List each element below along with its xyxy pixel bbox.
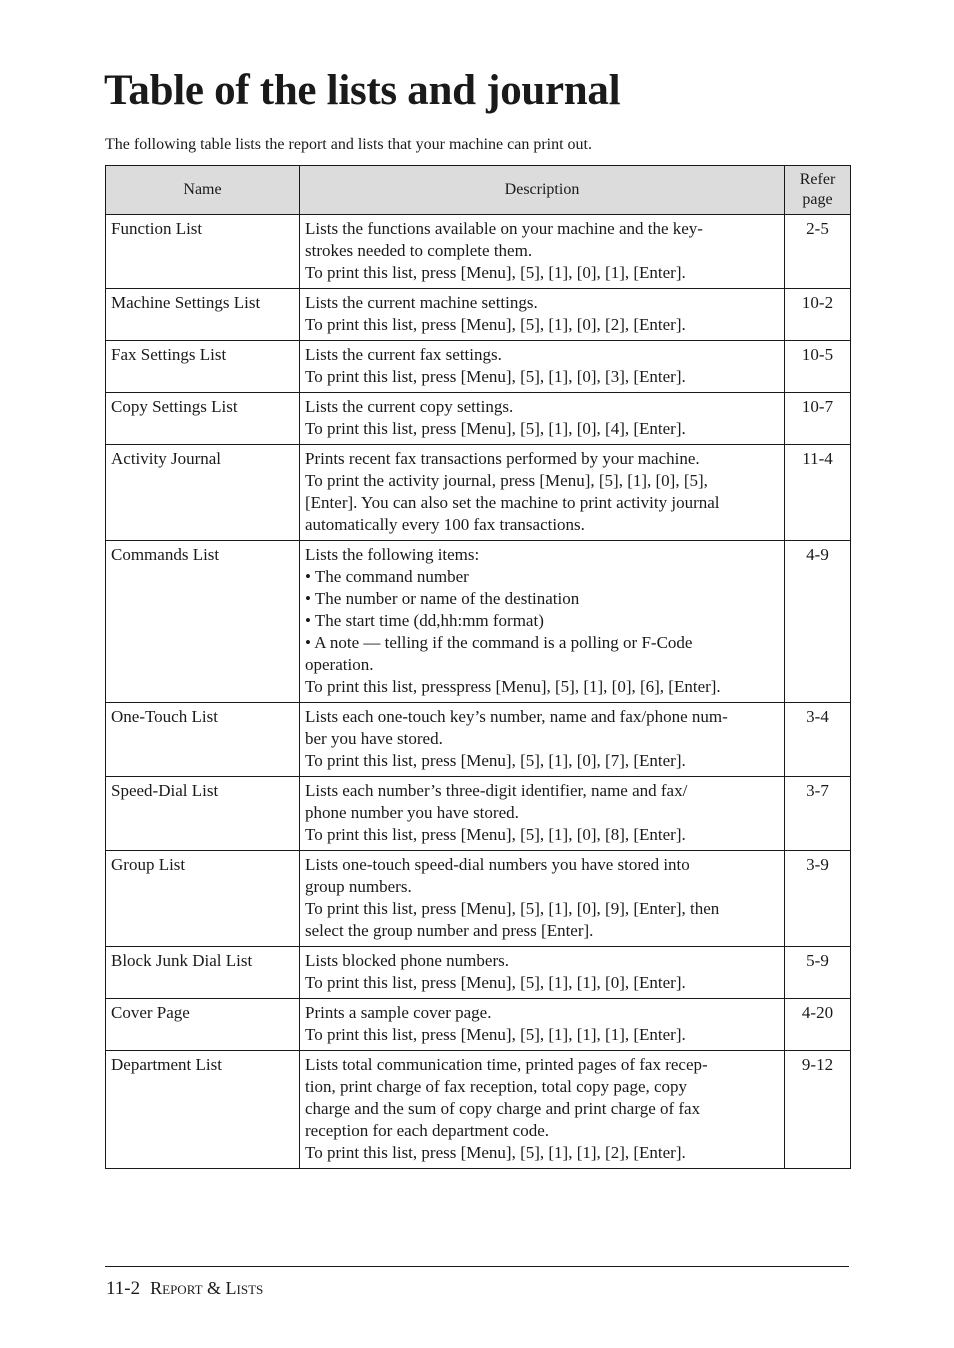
list-name-cell: One-Touch List bbox=[106, 703, 300, 777]
list-description-cell bbox=[300, 289, 785, 341]
page-footer bbox=[106, 1278, 263, 1300]
page-title: Table of the lists and journal bbox=[104, 67, 621, 114]
description-line: To print this list, press [Menu], [5], [1], [0], [2], [Enter]. bbox=[305, 315, 686, 334]
description-line: Lists total communication time, printed pages of fax recep- bbox=[305, 1055, 708, 1074]
table-row bbox=[106, 541, 851, 703]
description-line: operation. bbox=[305, 655, 374, 674]
refer-page-cell: 10-7 bbox=[785, 393, 851, 445]
refer-page-cell: 10-2 bbox=[785, 289, 851, 341]
table-row bbox=[106, 393, 851, 445]
description-line: Lists the current machine settings. bbox=[305, 293, 538, 312]
table-row bbox=[106, 999, 851, 1051]
table-row bbox=[106, 289, 851, 341]
list-description-cell bbox=[300, 999, 785, 1051]
table-row bbox=[106, 703, 851, 777]
list-name-cell: Department List bbox=[106, 1051, 300, 1169]
description-line: To print this list, press [Menu], [5], [1], [1], [0], [Enter]. bbox=[305, 973, 686, 992]
description-line: charge and the sum of copy charge and print charge of fax bbox=[305, 1099, 701, 1118]
header-name: Name bbox=[106, 166, 300, 215]
table-row bbox=[106, 341, 851, 393]
table-row bbox=[106, 777, 851, 851]
table-header-row bbox=[106, 166, 851, 215]
list-name-cell: Fax Settings List bbox=[106, 341, 300, 393]
description-line: • The start time (dd,hh:mm format) bbox=[305, 611, 544, 630]
description-line: To print this list, presspress [Menu], [5], [1], [0], [6], [Enter]. bbox=[305, 677, 721, 696]
description-line: reception for each department code. bbox=[305, 1121, 550, 1140]
intro-text: The following table lists the report and lists that your machine can print out. bbox=[105, 136, 592, 153]
table-body bbox=[106, 215, 851, 1169]
description-line: To print the activity journal, press [Menu], [5], [1], [0], [5], bbox=[305, 471, 708, 490]
footer-rule bbox=[105, 1266, 849, 1267]
description-line: Lists blocked phone numbers. bbox=[305, 951, 509, 970]
description-line: Lists each one-touch key’s number, name and fax/phone num- bbox=[305, 707, 728, 726]
refer-page-cell: 4-9 bbox=[785, 541, 851, 703]
list-description-cell bbox=[300, 215, 785, 289]
description-line: • A note — telling if the command is a polling or F-Code bbox=[305, 633, 693, 652]
description-line: select the group number and press [Enter]. bbox=[305, 921, 594, 940]
table-row bbox=[106, 947, 851, 999]
list-description-cell bbox=[300, 341, 785, 393]
description-line: • The command number bbox=[305, 567, 469, 586]
table-row bbox=[106, 215, 851, 289]
description-line: To print this list, press [Menu], [5], [1], [0], [7], [Enter]. bbox=[305, 751, 686, 770]
description-line: To print this list, press [Menu], [5], [1], [1], [2], [Enter]. bbox=[305, 1143, 686, 1162]
description-line: Lists the following items: bbox=[305, 545, 480, 564]
list-description-cell bbox=[300, 1051, 785, 1169]
footer-page-number: 11-2 bbox=[106, 1278, 141, 1299]
list-name-cell: Commands List bbox=[106, 541, 300, 703]
description-line: Lists the current fax settings. bbox=[305, 345, 502, 364]
table-row bbox=[106, 851, 851, 947]
description-line: Prints a sample cover page. bbox=[305, 1003, 492, 1022]
description-line: Lists each number’s three-digit identifier, name and fax/ bbox=[305, 781, 688, 800]
description-line: To print this list, press [Menu], [5], [1], [0], [1], [Enter]. bbox=[305, 263, 686, 282]
refer-page-cell: 10-5 bbox=[785, 341, 851, 393]
refer-page-cell: 3-7 bbox=[785, 777, 851, 851]
description-line: To print this list, press [Menu], [5], [1], [0], [9], [Enter], then bbox=[305, 899, 720, 918]
list-name-cell: Group List bbox=[106, 851, 300, 947]
description-line: ber you have stored. bbox=[305, 729, 443, 748]
description-line: Lists the current copy settings. bbox=[305, 397, 514, 416]
list-description-cell bbox=[300, 703, 785, 777]
lists-table bbox=[105, 165, 851, 1169]
refer-page-cell: 3-9 bbox=[785, 851, 851, 947]
list-description-cell bbox=[300, 445, 785, 541]
header-description: Description bbox=[300, 166, 785, 215]
list-description-cell bbox=[300, 851, 785, 947]
description-line: To print this list, press [Menu], [5], [1], [0], [8], [Enter]. bbox=[305, 825, 686, 844]
table-row bbox=[106, 1051, 851, 1169]
description-line: [Enter]. You can also set the machine to print activity journal bbox=[305, 493, 720, 512]
list-name-cell: Block Junk Dial List bbox=[106, 947, 300, 999]
description-line: Prints recent fax transactions performed by your machine. bbox=[305, 449, 700, 468]
refer-page-cell: 5-9 bbox=[785, 947, 851, 999]
description-line: To print this list, press [Menu], [5], [1], [1], [1], [Enter]. bbox=[305, 1025, 686, 1044]
description-line: automatically every 100 fax transactions. bbox=[305, 515, 585, 534]
list-name-cell: Activity Journal bbox=[106, 445, 300, 541]
list-name-cell: Speed-Dial List bbox=[106, 777, 300, 851]
table-row bbox=[106, 445, 851, 541]
footer-section-title: Report & Lists bbox=[150, 1278, 264, 1298]
description-line: strokes needed to complete them. bbox=[305, 241, 533, 260]
list-name-cell: Cover Page bbox=[106, 999, 300, 1051]
list-name-cell: Function List bbox=[106, 215, 300, 289]
description-line: phone number you have stored. bbox=[305, 803, 519, 822]
refer-page-cell: 2-5 bbox=[785, 215, 851, 289]
description-line: Lists one-touch speed-dial numbers you have stored into bbox=[305, 855, 690, 874]
description-line: Lists the functions available on your machine and the key- bbox=[305, 219, 703, 238]
description-line: tion, print charge of fax reception, total copy page, copy bbox=[305, 1077, 688, 1096]
refer-page-cell: 3-4 bbox=[785, 703, 851, 777]
description-line: To print this list, press [Menu], [5], [1], [0], [3], [Enter]. bbox=[305, 367, 686, 386]
refer-page-cell: 11-4 bbox=[785, 445, 851, 541]
refer-page-cell: 9-12 bbox=[785, 1051, 851, 1169]
list-description-cell bbox=[300, 541, 785, 703]
description-line: • The number or name of the destination bbox=[305, 589, 580, 608]
header-refer-page: Refer page bbox=[785, 166, 851, 215]
list-description-cell bbox=[300, 947, 785, 999]
list-description-cell bbox=[300, 393, 785, 445]
description-line: group numbers. bbox=[305, 877, 412, 896]
list-name-cell: Machine Settings List bbox=[106, 289, 300, 341]
description-line: To print this list, press [Menu], [5], [1], [0], [4], [Enter]. bbox=[305, 419, 686, 438]
list-description-cell bbox=[300, 777, 785, 851]
list-name-cell: Copy Settings List bbox=[106, 393, 300, 445]
refer-page-cell: 4-20 bbox=[785, 999, 851, 1051]
